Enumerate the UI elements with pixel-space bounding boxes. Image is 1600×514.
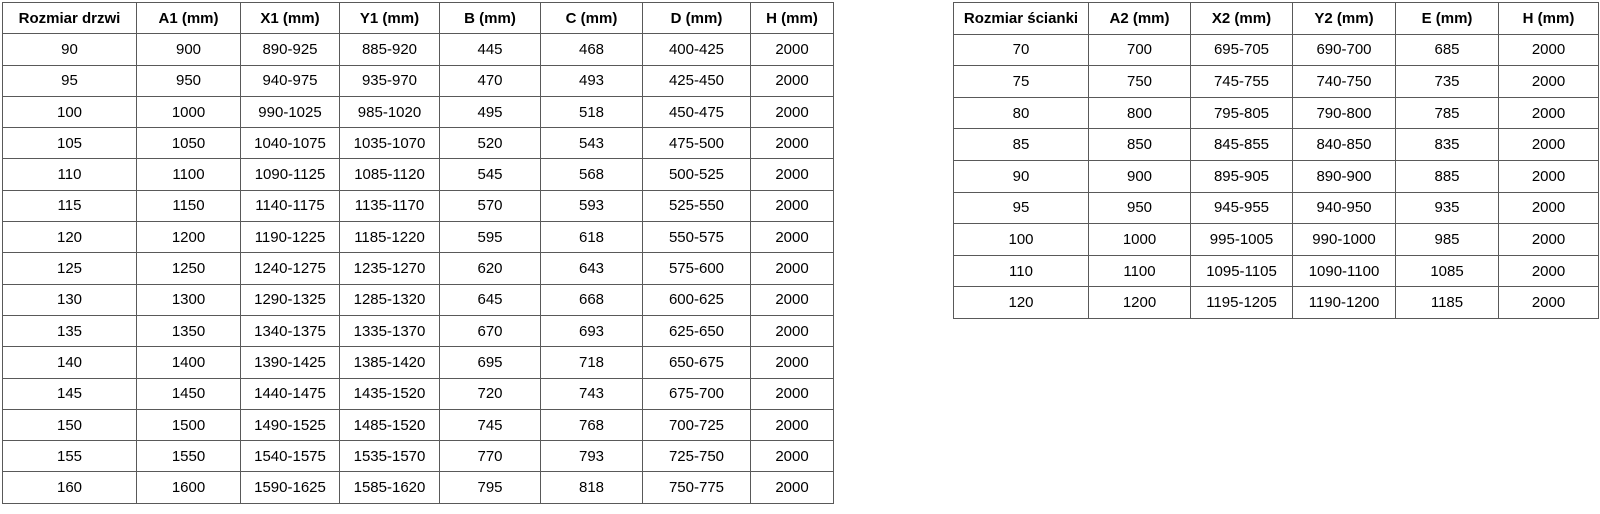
table-cell: 493 xyxy=(541,65,643,96)
table-cell: 785 xyxy=(1396,97,1499,129)
table-row xyxy=(3,128,834,159)
table-cell: 625-650 xyxy=(643,315,751,346)
table-cell: 800 xyxy=(1089,97,1191,129)
table-cell: 793 xyxy=(541,441,643,472)
column-header: A1 (mm) xyxy=(137,3,241,34)
table-cell: 770 xyxy=(440,441,541,472)
table-cell: 935-970 xyxy=(340,65,440,96)
table-row xyxy=(3,472,834,503)
table-cell: 745 xyxy=(440,409,541,440)
table-row xyxy=(954,66,1599,98)
table-cell: 2000 xyxy=(751,284,834,315)
table-cell: 2000 xyxy=(1499,255,1599,287)
table-cell: 160 xyxy=(3,472,137,503)
table-row xyxy=(3,253,834,284)
table-cell: 1340-1375 xyxy=(241,315,340,346)
table-row xyxy=(954,287,1599,319)
table-cell: 90 xyxy=(3,34,137,65)
table-cell: 2000 xyxy=(1499,34,1599,66)
table-cell: 425-450 xyxy=(643,65,751,96)
table-cell: 2000 xyxy=(751,409,834,440)
table-row xyxy=(3,409,834,440)
table-cell: 2000 xyxy=(751,347,834,378)
table-row xyxy=(3,34,834,65)
table-cell: 1450 xyxy=(137,378,241,409)
table-row xyxy=(3,378,834,409)
table-cell: 1400 xyxy=(137,347,241,378)
table-cell: 2000 xyxy=(751,128,834,159)
table-cell: 90 xyxy=(954,160,1089,192)
table-cell: 885 xyxy=(1396,160,1499,192)
table-cell: 945-955 xyxy=(1191,192,1293,224)
table-cell: 743 xyxy=(541,378,643,409)
table-cell: 1035-1070 xyxy=(340,128,440,159)
table-row xyxy=(954,97,1599,129)
table-cell: 595 xyxy=(440,222,541,253)
table-cell: 468 xyxy=(541,34,643,65)
table-cell: 1095-1105 xyxy=(1191,255,1293,287)
column-header: D (mm) xyxy=(643,3,751,34)
table-cell: 575-600 xyxy=(643,253,751,284)
table-row xyxy=(3,96,834,127)
table-cell: 745-755 xyxy=(1191,66,1293,98)
door-sizes-table xyxy=(2,2,834,504)
table-cell: 1240-1275 xyxy=(241,253,340,284)
table-cell: 1585-1620 xyxy=(340,472,440,503)
table-cell: 995-1005 xyxy=(1191,224,1293,256)
table-cell: 70 xyxy=(954,34,1089,66)
table-cell: 520 xyxy=(440,128,541,159)
table-cell: 2000 xyxy=(751,472,834,503)
table-cell: 125 xyxy=(3,253,137,284)
table-row xyxy=(3,222,834,253)
table-cell: 1140-1175 xyxy=(241,190,340,221)
table-cell: 543 xyxy=(541,128,643,159)
column-header: H (mm) xyxy=(751,3,834,34)
table-cell: 2000 xyxy=(1499,192,1599,224)
table-cell: 470 xyxy=(440,65,541,96)
table-cell: 725-750 xyxy=(643,441,751,472)
table-cell: 495 xyxy=(440,96,541,127)
table-cell: 75 xyxy=(954,66,1089,98)
table-cell: 80 xyxy=(954,97,1089,129)
table-cell: 1440-1475 xyxy=(241,378,340,409)
column-header: E (mm) xyxy=(1396,3,1499,35)
table-cell: 475-500 xyxy=(643,128,751,159)
table-cell: 670 xyxy=(440,315,541,346)
table-cell: 950 xyxy=(137,65,241,96)
table-cell: 1085 xyxy=(1396,255,1499,287)
table-cell: 95 xyxy=(3,65,137,96)
table-cell: 695-705 xyxy=(1191,34,1293,66)
table-cell: 768 xyxy=(541,409,643,440)
table-cell: 1200 xyxy=(137,222,241,253)
table-cell: 1550 xyxy=(137,441,241,472)
table-cell: 1300 xyxy=(137,284,241,315)
table-cell: 2000 xyxy=(751,159,834,190)
table-cell: 1085-1120 xyxy=(340,159,440,190)
table-cell: 110 xyxy=(954,255,1089,287)
table-cell: 1335-1370 xyxy=(340,315,440,346)
table-cell: 935 xyxy=(1396,192,1499,224)
table-cell: 1350 xyxy=(137,315,241,346)
table-cell: 643 xyxy=(541,253,643,284)
table-row xyxy=(3,284,834,315)
table-cell: 2000 xyxy=(751,441,834,472)
table-cell: 1490-1525 xyxy=(241,409,340,440)
table-cell: 750 xyxy=(1089,66,1191,98)
table-cell: 1185 xyxy=(1396,287,1499,319)
header-row xyxy=(954,3,1599,35)
table-cell: 1540-1575 xyxy=(241,441,340,472)
table-cell: 1150 xyxy=(137,190,241,221)
table-cell: 525-550 xyxy=(643,190,751,221)
table-cell: 1200 xyxy=(1089,287,1191,319)
table-cell: 445 xyxy=(440,34,541,65)
table-cell: 1190-1225 xyxy=(241,222,340,253)
table-cell: 720 xyxy=(440,378,541,409)
table-cell: 2000 xyxy=(751,65,834,96)
header-row xyxy=(3,3,834,34)
table-cell: 890-925 xyxy=(241,34,340,65)
table-cell: 685 xyxy=(1396,34,1499,66)
table-cell: 735 xyxy=(1396,66,1499,98)
table-cell: 518 xyxy=(541,96,643,127)
table-cell: 618 xyxy=(541,222,643,253)
table-cell: 1390-1425 xyxy=(241,347,340,378)
table-cell: 990-1025 xyxy=(241,96,340,127)
table-cell: 1000 xyxy=(1089,224,1191,256)
table-cell: 140 xyxy=(3,347,137,378)
table-cell: 130 xyxy=(3,284,137,315)
table-cell: 500-525 xyxy=(643,159,751,190)
table-cell: 550-575 xyxy=(643,222,751,253)
column-header: Y1 (mm) xyxy=(340,3,440,34)
table-cell: 100 xyxy=(954,224,1089,256)
table-cell: 850 xyxy=(1089,129,1191,161)
table-cell: 545 xyxy=(440,159,541,190)
table-cell: 845-855 xyxy=(1191,129,1293,161)
table-cell: 985 xyxy=(1396,224,1499,256)
table-cell: 400-425 xyxy=(643,34,751,65)
table-cell: 1535-1570 xyxy=(340,441,440,472)
table-cell: 818 xyxy=(541,472,643,503)
table-cell: 985-1020 xyxy=(340,96,440,127)
table-cell: 1100 xyxy=(1089,255,1191,287)
table-cell: 2000 xyxy=(751,222,834,253)
table-cell: 795 xyxy=(440,472,541,503)
table-row xyxy=(3,347,834,378)
table-cell: 450-475 xyxy=(643,96,751,127)
table-row xyxy=(3,65,834,96)
table-cell: 110 xyxy=(3,159,137,190)
table-cell: 120 xyxy=(3,222,137,253)
table-cell: 1290-1325 xyxy=(241,284,340,315)
table-cell: 835 xyxy=(1396,129,1499,161)
table-cell: 1100 xyxy=(137,159,241,190)
column-header: X2 (mm) xyxy=(1191,3,1293,35)
table-cell: 1500 xyxy=(137,409,241,440)
table-cell: 95 xyxy=(954,192,1089,224)
table-cell: 900 xyxy=(1089,160,1191,192)
table-cell: 840-850 xyxy=(1293,129,1396,161)
table-cell: 950 xyxy=(1089,192,1191,224)
column-header: Rozmiar drzwi xyxy=(3,3,137,34)
table-cell: 105 xyxy=(3,128,137,159)
table-cell: 790-800 xyxy=(1293,97,1396,129)
table-cell: 895-905 xyxy=(1191,160,1293,192)
table-cell: 120 xyxy=(954,287,1089,319)
table-cell: 990-1000 xyxy=(1293,224,1396,256)
column-header: Rozmiar ścianki xyxy=(954,3,1089,35)
table-cell: 650-675 xyxy=(643,347,751,378)
table-cell: 690-700 xyxy=(1293,34,1396,66)
table-cell: 2000 xyxy=(751,190,834,221)
table-row xyxy=(954,129,1599,161)
column-header: Y2 (mm) xyxy=(1293,3,1396,35)
table-cell: 155 xyxy=(3,441,137,472)
table-cell: 1435-1520 xyxy=(340,378,440,409)
table-cell: 1185-1220 xyxy=(340,222,440,253)
table-cell: 1000 xyxy=(137,96,241,127)
table-cell: 675-700 xyxy=(643,378,751,409)
table-row xyxy=(954,160,1599,192)
table-cell: 1050 xyxy=(137,128,241,159)
table-cell: 100 xyxy=(3,96,137,127)
table-cell: 600-625 xyxy=(643,284,751,315)
table-cell: 1485-1520 xyxy=(340,409,440,440)
column-header: H (mm) xyxy=(1499,3,1599,35)
table-cell: 568 xyxy=(541,159,643,190)
table-cell: 885-920 xyxy=(340,34,440,65)
table-cell: 135 xyxy=(3,315,137,346)
table-cell: 150 xyxy=(3,409,137,440)
table-cell: 668 xyxy=(541,284,643,315)
table-cell: 593 xyxy=(541,190,643,221)
table-row xyxy=(3,190,834,221)
table-cell: 693 xyxy=(541,315,643,346)
table-cell: 940-950 xyxy=(1293,192,1396,224)
table-cell: 620 xyxy=(440,253,541,284)
table-cell: 1600 xyxy=(137,472,241,503)
table-cell: 1190-1200 xyxy=(1293,287,1396,319)
table-cell: 2000 xyxy=(1499,129,1599,161)
table-cell: 750-775 xyxy=(643,472,751,503)
column-header: B (mm) xyxy=(440,3,541,34)
wall-sizes-table xyxy=(953,2,1599,319)
table-cell: 115 xyxy=(3,190,137,221)
table-cell: 2000 xyxy=(1499,66,1599,98)
table-cell: 718 xyxy=(541,347,643,378)
table-row xyxy=(954,34,1599,66)
table-cell: 570 xyxy=(440,190,541,221)
table-cell: 1090-1125 xyxy=(241,159,340,190)
table-cell: 2000 xyxy=(1499,287,1599,319)
table-cell: 700-725 xyxy=(643,409,751,440)
table-cell: 795-805 xyxy=(1191,97,1293,129)
table-cell: 2000 xyxy=(1499,160,1599,192)
table-cell: 1590-1625 xyxy=(241,472,340,503)
column-header: A2 (mm) xyxy=(1089,3,1191,35)
table-cell: 145 xyxy=(3,378,137,409)
table-cell: 1195-1205 xyxy=(1191,287,1293,319)
column-header: C (mm) xyxy=(541,3,643,34)
table-cell: 2000 xyxy=(1499,97,1599,129)
table-row xyxy=(954,192,1599,224)
table-cell: 2000 xyxy=(751,315,834,346)
table-cell: 2000 xyxy=(751,96,834,127)
column-header: X1 (mm) xyxy=(241,3,340,34)
table-cell: 1385-1420 xyxy=(340,347,440,378)
table-cell: 900 xyxy=(137,34,241,65)
table-cell: 1285-1320 xyxy=(340,284,440,315)
table-cell: 695 xyxy=(440,347,541,378)
table-row xyxy=(3,315,834,346)
table-cell: 1040-1075 xyxy=(241,128,340,159)
table-row xyxy=(954,255,1599,287)
table-cell: 1090-1100 xyxy=(1293,255,1396,287)
table-cell: 2000 xyxy=(751,378,834,409)
table-cell: 1235-1270 xyxy=(340,253,440,284)
table-cell: 700 xyxy=(1089,34,1191,66)
table-row xyxy=(3,441,834,472)
table-row xyxy=(954,224,1599,256)
table-cell: 1135-1170 xyxy=(340,190,440,221)
table-cell: 2000 xyxy=(1499,224,1599,256)
table-cell: 940-975 xyxy=(241,65,340,96)
table-cell: 2000 xyxy=(751,34,834,65)
table-cell: 85 xyxy=(954,129,1089,161)
table-cell: 740-750 xyxy=(1293,66,1396,98)
table-cell: 2000 xyxy=(751,253,834,284)
table-cell: 1250 xyxy=(137,253,241,284)
table-row xyxy=(3,159,834,190)
table-cell: 890-900 xyxy=(1293,160,1396,192)
table-cell: 645 xyxy=(440,284,541,315)
